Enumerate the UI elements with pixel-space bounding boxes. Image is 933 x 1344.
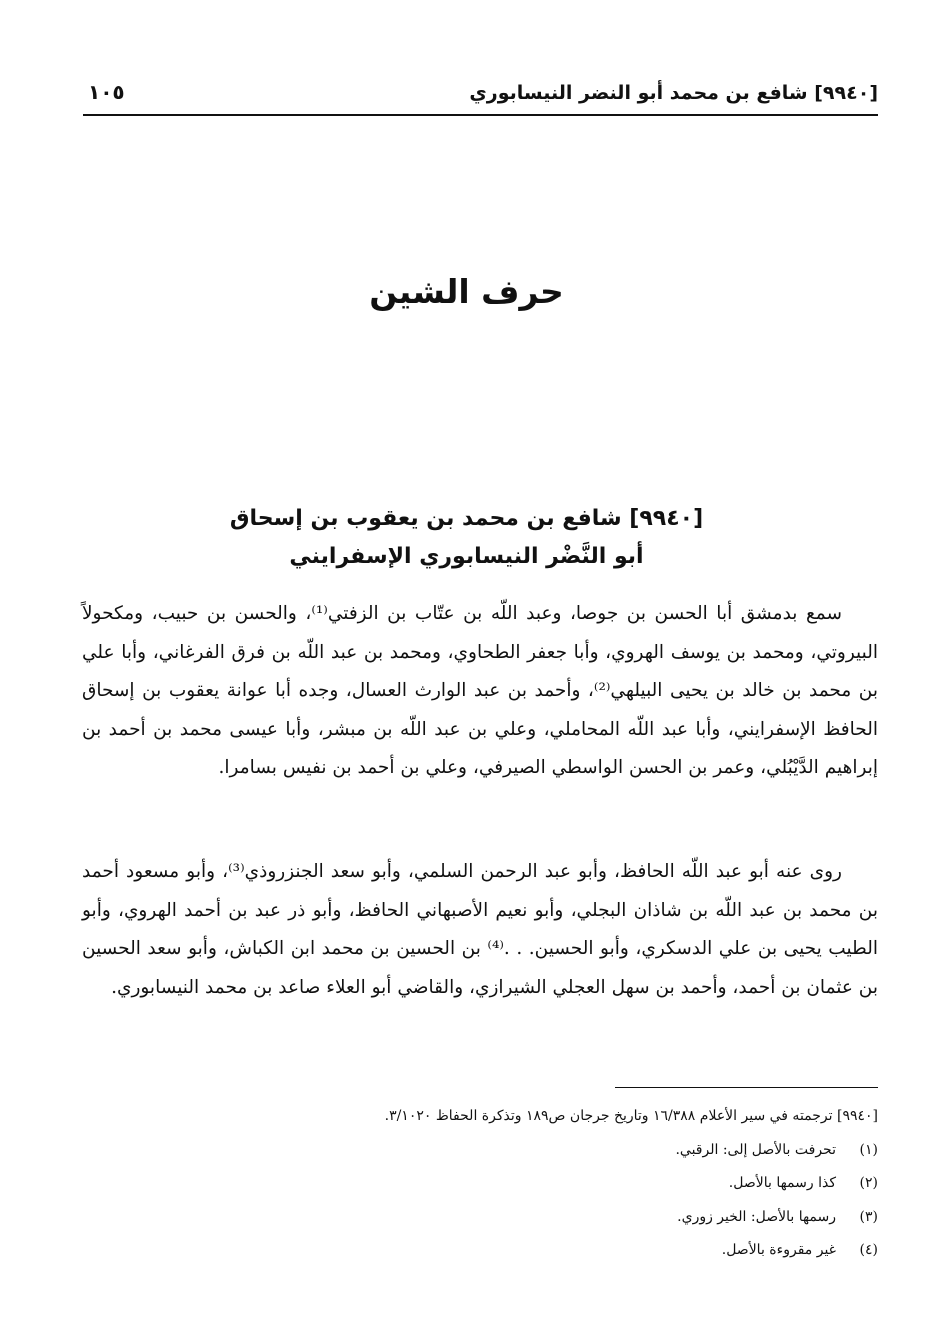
- footnote-divider: [615, 1087, 878, 1088]
- header-divider: [83, 114, 878, 116]
- paragraph-heard-from: سمع بدمشق أبا الحسن بن جوصا، وعبد اللّه بن عتّاب بن الزفتي⁽¹⁾، والحسن بن حبيب، ومكحولاً البيروتي، ومحمد بن يوسف الهروي، وأبا جعفر الطحاوي، ومحمد بن عبد اللّه بن فرق الفرغاني، وأبا علي بن محمد بن خالد بن يحيى البيلهي⁽²⁾، وأحمد بن عبد الوارث العسال، وجده أبا عوانة يعقوب بن إسحاق الحافظ الإسفرايني، وأبا عبد اللّه المحاملي، وعلي بن عبد اللّه بن مبشر، وأبا عيسى محمد بن أحمد بن إبراهيم الدَّيْبُلي، وعمر بن الحسن الواسطي الصيرفي، وعلي بن أحمد بن نفيس بسامرا.: [82, 603, 878, 779]
- entry-heading: [0, 500, 933, 576]
- paragraph-narrated-by: روى عنه أبو عبد اللّه الحافظ، وأبو عبد الرحمن السلمي، وأبو سعد الجنزروذي⁽³⁾، وأبو مسعود أحمد بن محمد بن عبد اللّه بن شاذان البجلي، وأبو نعيم الأصبهاني الحافظ، وأبو ذر عبد بن أحمد الهروي، وأبو الطيب يحيى بن علي الدسكري، وأبو الحسين. . .⁽⁴⁾ بن الحسين بن محمد ابن الكباش، وأبو سعد الحسين بن عثمان بن أحمد، وأحمد بن سهل العجلي الشيرازي، والقاضي أبو العلاء صاعد بن محمد النيسابوري.: [82, 861, 878, 998]
- entry-heading-line-2: أبو النَّضْر النيسابوري الإسفرايني: [289, 544, 644, 569]
- footnotes: [82, 1100, 878, 1268]
- footnote-number: (٣): [859, 1208, 878, 1225]
- page-number: ١٠٥: [88, 80, 125, 104]
- footnote-number: (٤): [859, 1242, 878, 1258]
- footnote-item: [82, 1201, 878, 1235]
- footnote-item: [82, 1234, 878, 1268]
- entry-heading-line-1: [٩٩٤٠] شافع بن محمد بن يعقوب بن إسحاق: [229, 506, 704, 531]
- section-title: حرف الشين: [369, 272, 564, 311]
- footnote-item: [82, 1134, 878, 1168]
- footnote-text: كذا رسمها بالأصل.: [728, 1175, 836, 1191]
- footnote-source: [٩٩٤٠] ترجمته في سير الأعلام ١٦/٣٨٨ وتاريخ جرجان ص١٨٩ وتذكرة الحفاظ ٣/١٠٢٠.: [384, 1108, 878, 1124]
- footnote-item: [82, 1167, 878, 1201]
- footnote-number: (١): [859, 1141, 878, 1158]
- footnote-text: رسمها بالأصل: الخير زوري.: [677, 1208, 836, 1225]
- footnote-number: (٢): [859, 1175, 878, 1191]
- footnote-text: غير مقروءة بالأصل.: [721, 1242, 836, 1258]
- footnote-text: تحرفت بالأصل إلى: الرقبي.: [675, 1141, 836, 1158]
- running-header-title: [٩٩٤٠] شافع بن محمد أبو النضر النيسابوري: [469, 82, 878, 104]
